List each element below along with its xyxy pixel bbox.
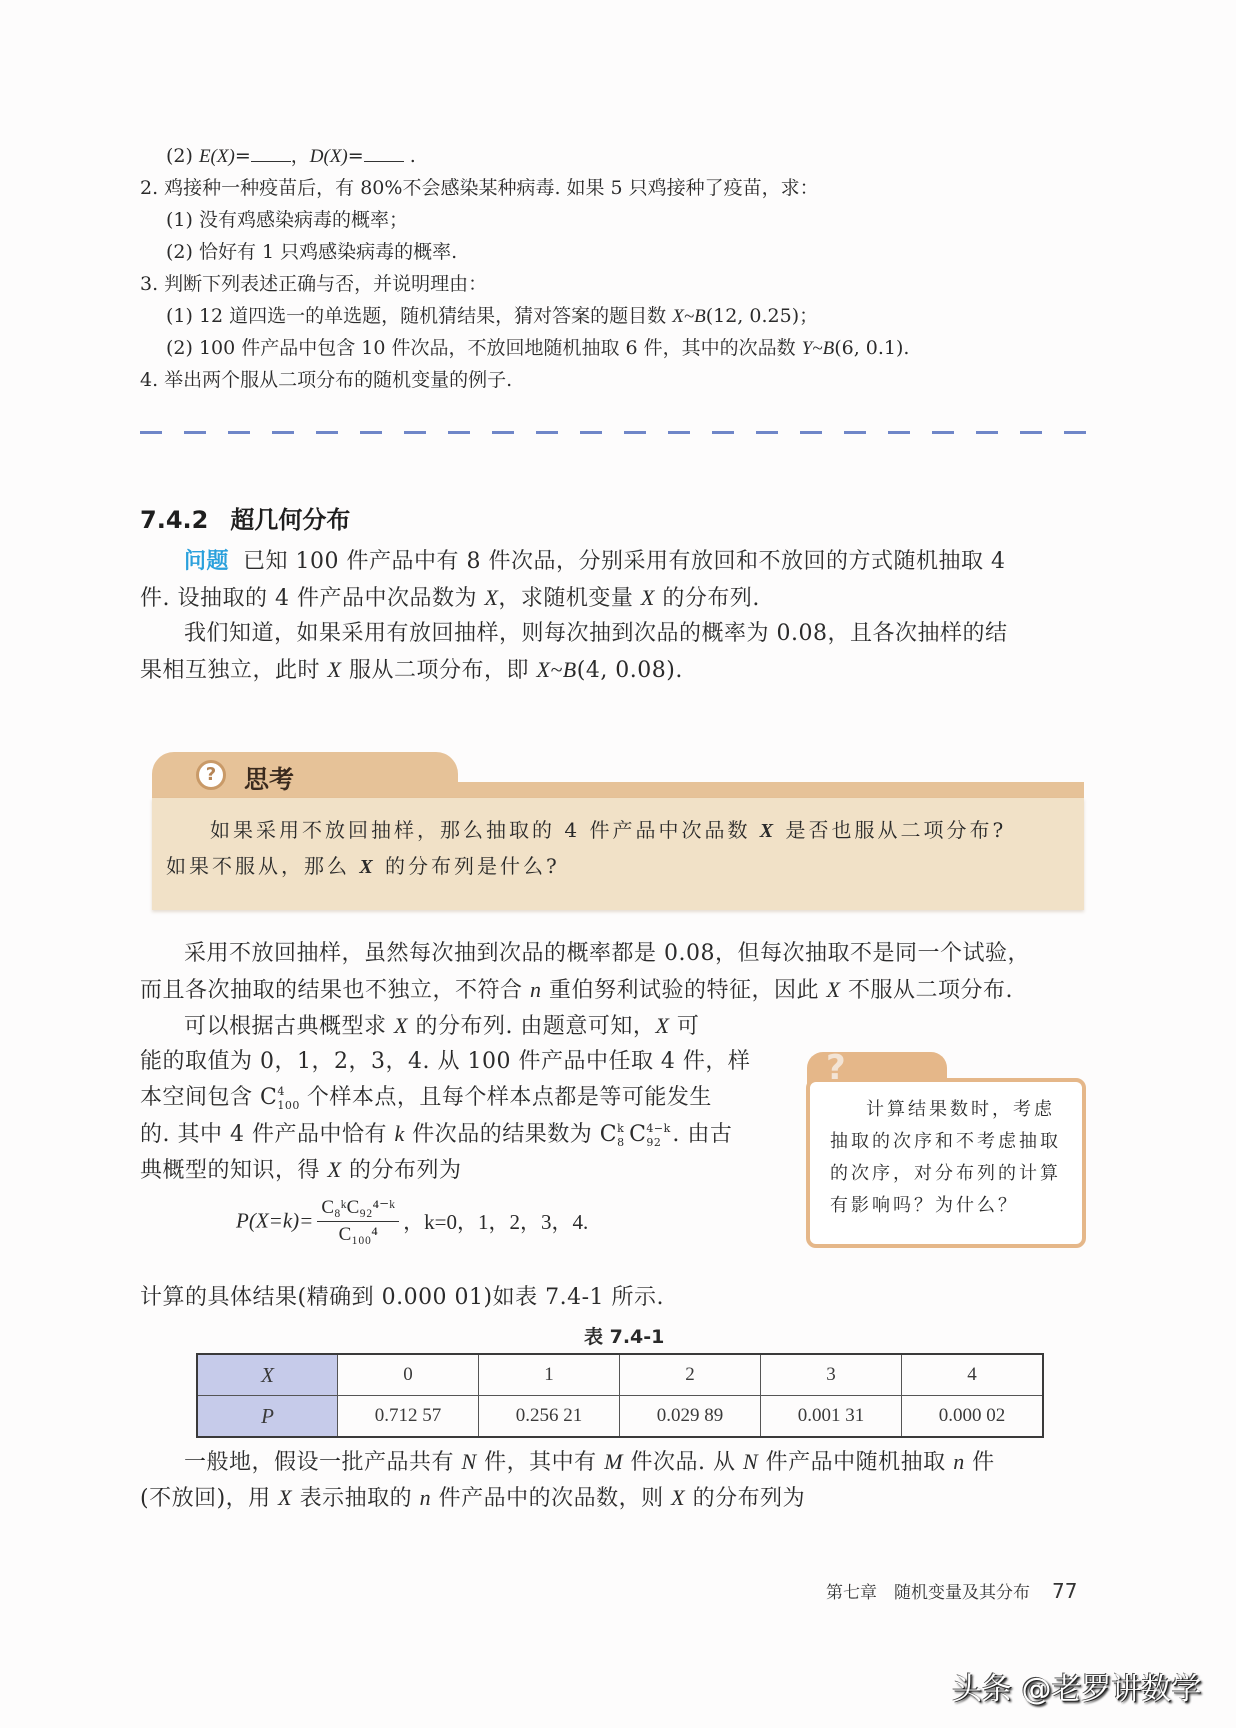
math: X <box>655 1013 670 1038</box>
text: 重伯努利试验的特征，因此 <box>541 978 827 1003</box>
table-cell: 0.712 57 <box>338 1396 479 1438</box>
table-cell: 3 <box>761 1354 902 1396</box>
paragraph-3-line-4 <box>140 1120 732 1149</box>
watermark: 头条 @老罗讲数学 <box>952 1672 1202 1707</box>
paragraph-2-line-1: 采用不放回抽样，虽然每次抽到次品的概率都是 0.08，但每次抽取不是同一个试验， <box>184 941 1030 966</box>
table-cell: 0.000 02 <box>902 1396 1044 1438</box>
text: 已知 100 件产品中有 8 件次品，分别采用有放回和不放回的方式随机抽取 4 <box>243 549 1006 574</box>
text: ，求随机变量 <box>498 586 641 611</box>
text: 是否也服从二项分布? <box>776 818 1007 842</box>
text: 的. 其中 4 件产品中恰有 <box>140 1122 395 1147</box>
math: n <box>530 977 542 1002</box>
math: X <box>759 820 777 842</box>
row-header-x: X <box>197 1354 338 1396</box>
text: (4, 0.08). <box>576 658 683 683</box>
math: E(X) <box>198 146 235 167</box>
text: 件次品的结果数为 C <box>404 1122 618 1147</box>
text: 件产品中随机抽取 <box>758 1450 954 1475</box>
paragraph-4: 计算的具体结果(精确到 0.000 01)如表 7.4-1 所示. <box>140 1285 665 1310</box>
text: . <box>403 145 416 167</box>
text: 的分布列. <box>654 586 760 611</box>
superscript: k <box>617 1122 625 1135</box>
table-caption: 表 7.4-1 <box>584 1326 665 1348</box>
problem-line-2 <box>140 584 760 613</box>
table-cell: 0 <box>338 1354 479 1396</box>
distribution-table <box>196 1353 1044 1438</box>
subscript: 8 <box>617 1136 625 1149</box>
paragraph-1-line-2 <box>140 656 683 685</box>
table-cell: 2 <box>620 1354 761 1396</box>
math: X <box>394 1013 408 1038</box>
exercise-2-part-1: (1) 没有鸡感染病毒的概率； <box>166 209 408 231</box>
text: C <box>629 1122 647 1147</box>
exercise-3: 3. 判断下列表述正确与否，并说明理由： <box>140 273 488 295</box>
label: (2) <box>166 145 199 167</box>
math: Y~B <box>801 338 835 359</box>
subscript: 92 <box>646 1136 662 1149</box>
exercise-4: 4. 举出两个服从二项分布的随机变量的例子. <box>140 369 513 391</box>
math: k <box>394 1121 405 1146</box>
row-header-p: P <box>197 1396 338 1438</box>
math: N <box>461 1449 477 1474</box>
text: 服从二项分布，即 <box>341 658 537 683</box>
paragraph-1-line-1: 我们知道，如果采用有放回抽样，则每次抽到次品的概率为 0.08，且各次抽样的结 <box>184 621 1008 646</box>
blank <box>251 161 291 162</box>
think-line-2 <box>166 852 560 881</box>
math: X <box>327 1157 342 1182</box>
text: 一般地，假设一批产品共有 <box>184 1450 462 1475</box>
text: 如果采用不放回抽样，那么抽取的 4 件产品中次品数 <box>210 818 760 842</box>
math: X~B <box>672 306 706 327</box>
text: 的分布列为 <box>341 1158 462 1183</box>
text: (12, 0.25)； <box>705 305 819 327</box>
exercise-2-part-2: (2) 恰好有 1 只鸡感染病毒的概率. <box>166 241 458 263</box>
table-cell: 1 <box>479 1354 620 1396</box>
table-cell: 0.256 21 <box>479 1396 620 1438</box>
section-title: 超几何分布 <box>230 506 351 534</box>
text: 的分布列. 由题意可知， <box>407 1014 656 1039</box>
page-number: 77 <box>1052 1579 1078 1603</box>
math: D(X) <box>309 146 348 167</box>
math: X <box>484 585 499 610</box>
distribution-formula <box>236 1196 588 1246</box>
math: X <box>327 657 342 682</box>
text: 件次品. 从 <box>623 1450 743 1475</box>
text: 件 <box>964 1450 995 1475</box>
math: n <box>953 1449 965 1474</box>
math: X~B <box>536 657 577 682</box>
math: X <box>671 1485 686 1510</box>
text: 件产品中的次品数，则 <box>431 1486 672 1511</box>
page-footer <box>826 1578 1077 1603</box>
text: 果相互独立，此时 <box>140 658 328 683</box>
side-note-line-4: 有影响吗？为什么？ <box>830 1195 1019 1216</box>
combination-indices <box>277 1084 300 1112</box>
math: X <box>826 977 841 1002</box>
paragraph-5-line-1 <box>184 1448 995 1477</box>
text: 典概型的知识，得 <box>140 1158 328 1183</box>
paragraph-3-line-3 <box>140 1084 712 1112</box>
denominator: C₁₀₀⁴ <box>338 1224 378 1245</box>
section-heading <box>140 500 350 535</box>
paragraph-2-line-2 <box>140 976 1013 1005</box>
text: 如果不服从，那么 <box>166 854 360 878</box>
combination-indices <box>617 1121 629 1149</box>
text: 件. 设抽取的 4 件产品中次品数为 <box>140 586 485 611</box>
text: 个样本点，且每个样本点都是等可能发生 <box>299 1085 712 1110</box>
dashed-separator <box>140 431 1090 434</box>
chapter-label: 第七章 随机变量及其分布 <box>826 1583 1030 1603</box>
text: (6, 0.1). <box>834 337 910 359</box>
text: 的分布列为 <box>685 1486 806 1511</box>
math: X <box>640 585 655 610</box>
math: X <box>359 856 376 878</box>
table-row-x <box>197 1354 1043 1396</box>
fraction <box>317 1196 399 1246</box>
section-number: 7.4.2 <box>140 506 209 534</box>
superscript: 4 <box>277 1085 285 1098</box>
paragraph-3-line-5 <box>140 1156 461 1185</box>
problem-line-1 <box>184 548 1005 576</box>
problem-label: 问题 <box>184 549 230 574</box>
text: 件，其中有 <box>476 1450 605 1475</box>
blank <box>364 161 404 162</box>
table-cell: 4 <box>902 1354 1044 1396</box>
paragraph-3-line-1 <box>184 1012 699 1041</box>
text: 表示抽取的 <box>292 1486 420 1511</box>
text: (1) 12 道四选一的单选题，随机猜结果，猜对答案的题目数 <box>166 305 673 327</box>
exercise-3-part-2 <box>166 336 909 361</box>
exercise-2: 2. 鸡接种一种疫苗后，有 80%不会感染某种病毒. 如果 5 只鸡接种了疫苗，求： <box>140 177 819 199</box>
text: 可以根据古典概型求 <box>184 1014 394 1039</box>
think-title: 思考 <box>244 765 295 794</box>
text: 可 <box>669 1014 700 1039</box>
combination-indices <box>646 1121 672 1149</box>
text: 而且各次抽取的结果也不独立，不符合 <box>140 978 530 1003</box>
text: ， <box>290 145 310 167</box>
numerator: C₈ᵏC₉₂⁴⁻ᵏ <box>317 1196 399 1222</box>
side-note-line-3: 的次序，对分布列的计算 <box>830 1163 1061 1184</box>
table-row-p <box>197 1396 1043 1438</box>
text: 本空间包含 C <box>140 1085 278 1110</box>
paragraph-5-line-2 <box>140 1484 805 1513</box>
table-cell: 0.029 89 <box>620 1396 761 1438</box>
math: M <box>604 1449 624 1474</box>
question-circle-icon: ? <box>196 760 226 790</box>
text: 不服从二项分布. <box>840 978 1013 1003</box>
text: (2) 100 件产品中包含 10 件次品，不放回地随机抽取 6 件，其中的次品数 <box>166 337 802 359</box>
formula-rhs: ，k=0，1，2，3，4. <box>403 1210 589 1234</box>
table-cell: 0.001 31 <box>761 1396 902 1438</box>
formula-lhs: P(X=k)= <box>236 1208 314 1233</box>
superscript: 4−k <box>646 1122 671 1135</box>
text: = <box>234 145 251 167</box>
exercise-3-part-1 <box>166 304 818 329</box>
math: N <box>743 1449 759 1474</box>
text: . 由古 <box>672 1122 733 1147</box>
text: = <box>347 145 364 167</box>
text: 的分布列是什么? <box>375 854 560 878</box>
side-note-line-2: 抽取的次序和不考虑抽取 <box>830 1131 1061 1152</box>
subscript: 100 <box>277 1099 300 1112</box>
think-line-1 <box>210 816 1006 845</box>
question-mark-icon: ? <box>826 1048 846 1088</box>
math: n <box>419 1485 432 1510</box>
math: X <box>278 1485 293 1510</box>
text: (不放回)，用 <box>140 1486 279 1511</box>
paragraph-3-line-2: 能的取值为 0，1，2，3，4. 从 100 件产品中任取 4 件，样 <box>140 1049 751 1074</box>
side-note-line-1: 计算结果数时，考虑 <box>866 1099 1055 1120</box>
exercise-1-part-2 <box>166 144 416 169</box>
